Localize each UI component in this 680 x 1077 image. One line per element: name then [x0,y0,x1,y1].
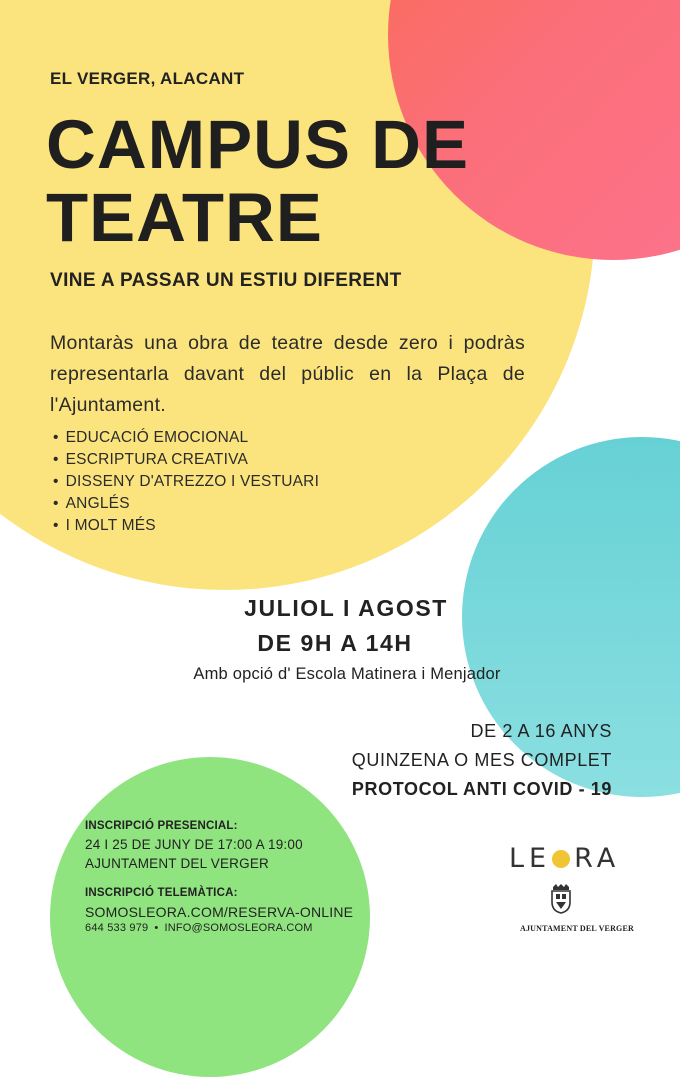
age-range: DE 2 A 16 ANYS [470,721,612,741]
separator: • [154,922,159,934]
phone-number[interactable]: 644 533 979 [85,922,149,934]
contact-line [85,922,313,934]
list-item: • I MOLT MÉS [53,515,319,537]
email-link[interactable]: INFO@SOMOSLEORA.COM [164,922,313,934]
list-item: • ANGLÉS [53,493,319,515]
presencial-place: AJUNTAMENT DEL VERGER [85,856,269,871]
list-item: • EDUCACIÓ EMOCIONAL [53,427,319,449]
telematica-heading: INSCRIPCIÓ TELEMÀTICA: [85,887,238,899]
website-link[interactable]: SOMOSLEORA.COM/RESERVA-ONLINE [85,904,354,920]
page-title-line1: CAMPUS DE [46,106,470,183]
location-label: EL VERGER, ALACANT [50,69,245,88]
leora-logo-text-right: RA [574,843,621,874]
schedule-months: JULIOL I AGOST [244,595,448,621]
presencial-dates: 24 I 25 DE JUNY DE 17:00 A 19:00 [85,837,303,852]
coat-of-arms-icon [549,884,573,914]
leora-sun-icon [552,850,570,868]
schedule-options: Amb opció d' Escola Matinera i Menjador [193,665,501,683]
presencial-heading: INSCRIPCIÓ PRESENCIAL: [85,820,238,832]
page-title-line2: TEATRE [46,179,323,256]
list-item: • DISSENY D'ATREZZO I VESTUARI [53,471,319,493]
subtitle: VINE A PASSAR UN ESTIU DIFERENT [50,270,402,291]
enrollment-period: QUINZENA O MES COMPLET [351,750,612,770]
leora-logo [509,843,620,874]
leora-logo-text-left: LE [509,843,552,874]
covid-protocol: PROTOCOL ANTI COVID - 19 [351,779,612,799]
features-list [53,427,319,537]
list-item: • ESCRIPTURA CREATIVA [53,449,319,471]
description-text: Montaràs una obra de teatre desde zero i podràs representarla davant del públic en la Plaça de l'Ajuntament. [50,332,525,416]
ajuntament-logo-text: AJUNTAMENT DEL VERGER [520,924,634,933]
schedule-hours: DE 9H A 14H [257,630,413,656]
